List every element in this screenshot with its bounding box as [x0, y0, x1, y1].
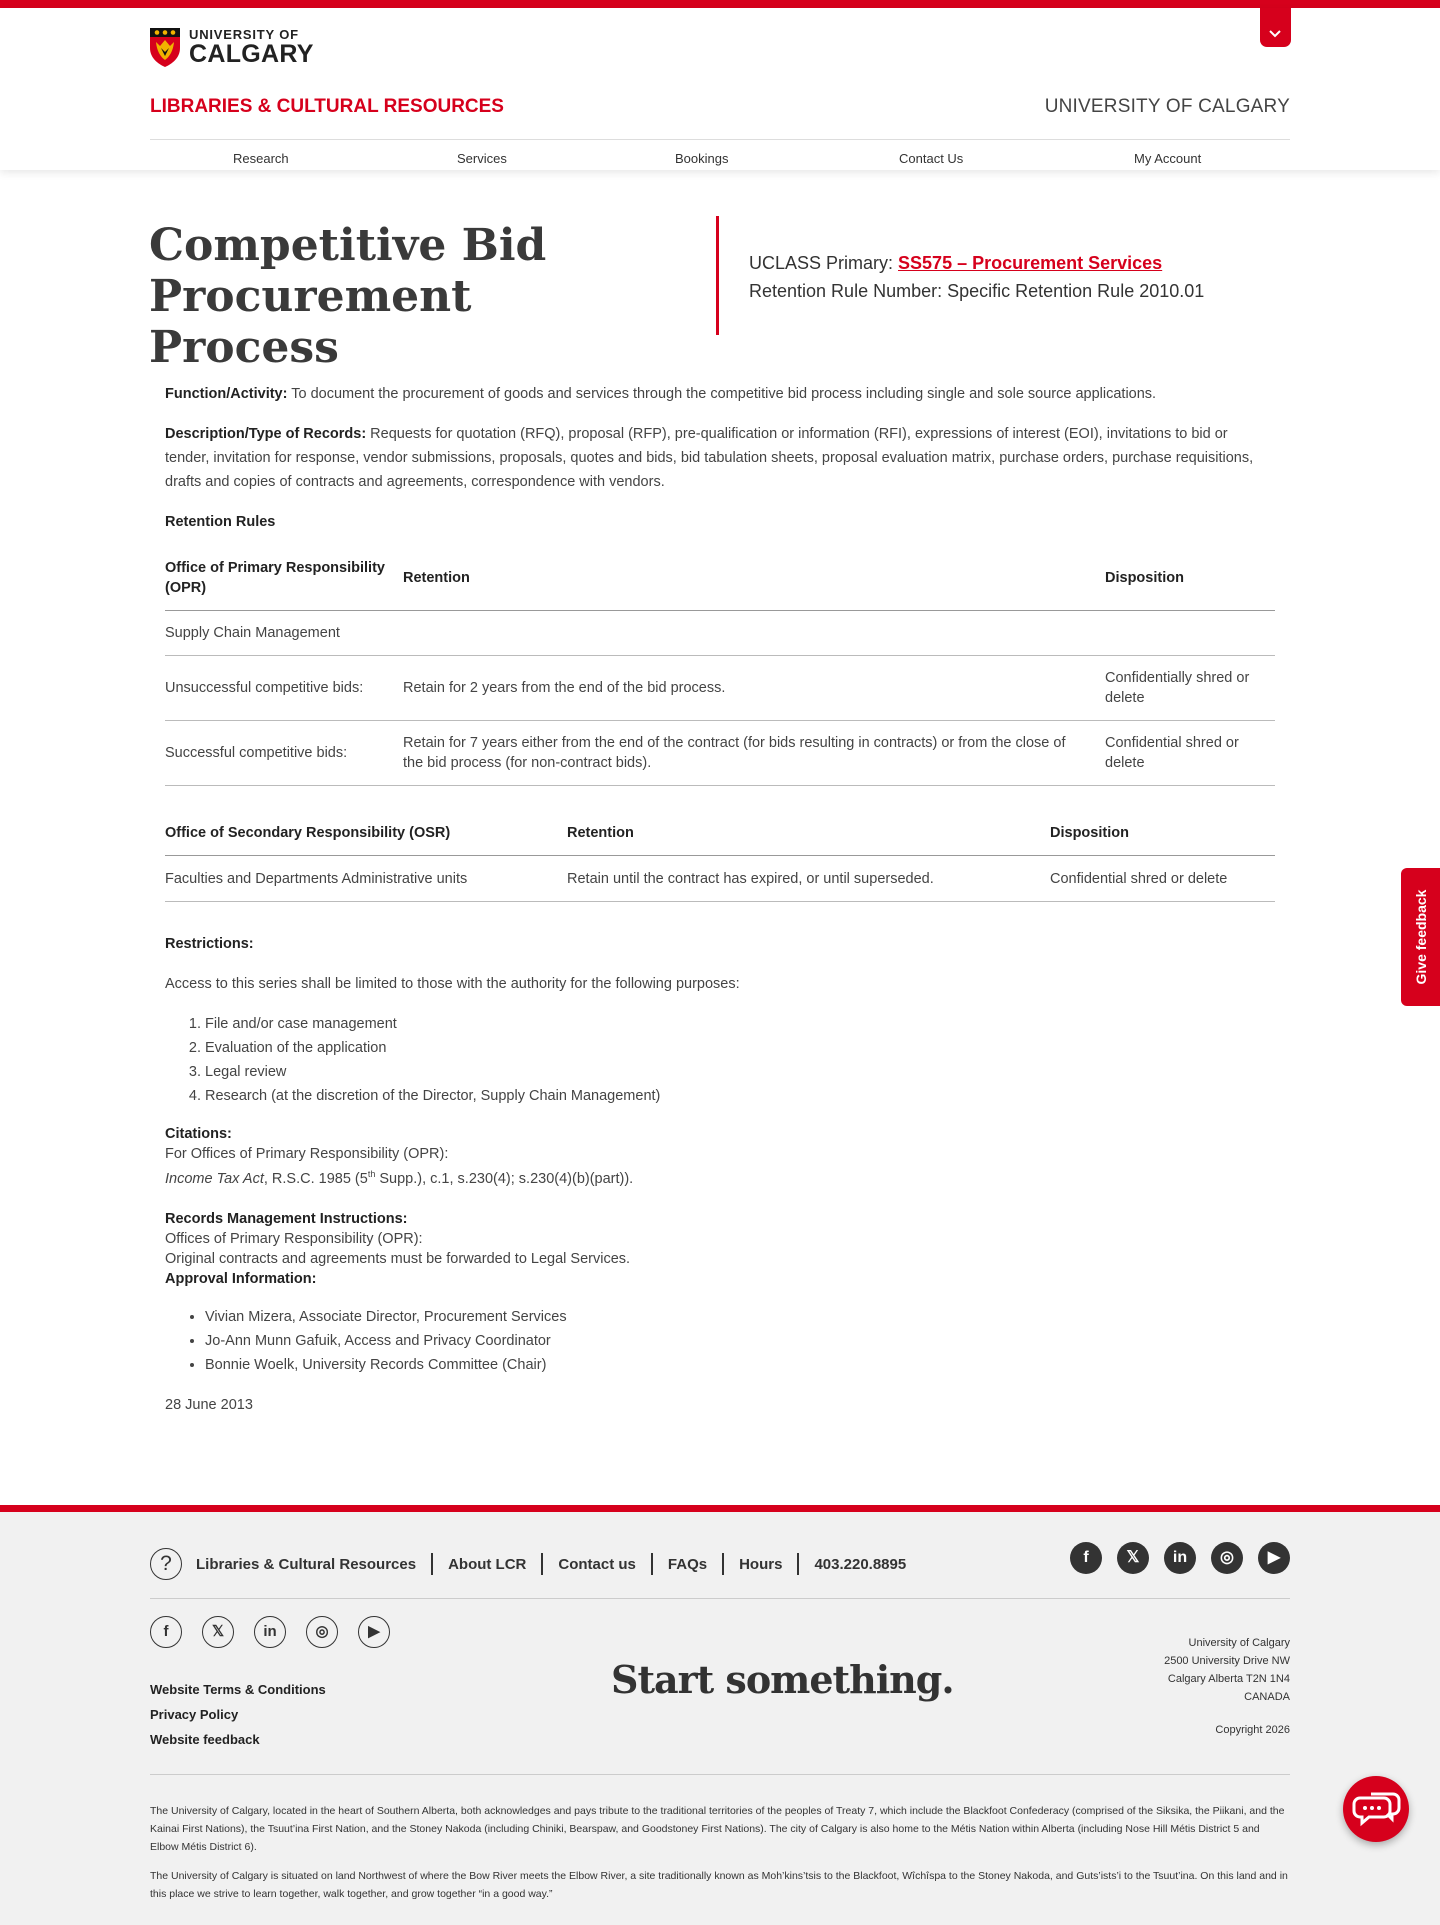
function-paragraph — [165, 382, 1275, 406]
footer-nav-lcr[interactable]: Libraries & Cultural Resources — [196, 1555, 417, 1573]
osr-header-retention: Retention — [567, 811, 1050, 856]
opr-cell-disposition: Confidentially shred or delete — [1105, 655, 1275, 720]
rmi-line: Offices of Primary Responsibility (OPR): — [165, 1230, 423, 1247]
university-logo[interactable] — [148, 26, 314, 68]
opr-cell-office: Unsuccessful competitive bids: — [165, 655, 403, 720]
rmi-line: Original contracts and agreements must be forwarded to Legal Services. — [165, 1250, 631, 1267]
terms-link[interactable]: Website Terms & Conditions — [150, 1682, 326, 1697]
description-paragraph — [165, 422, 1275, 494]
x-icon[interactable]: 𝕏 — [202, 1616, 234, 1648]
separator — [431, 1553, 433, 1575]
osr-cell-retention: Retain until the contract has expired, or until superseded. — [567, 856, 1050, 902]
footer-divider — [150, 1598, 1290, 1599]
opr-header-retention: Retention — [403, 546, 1105, 610]
opr-cell-retention: Retain for 7 years either from the end of the contract (for bids resulting in contracts) or from the close of the bid process (for non-contract bids). — [403, 720, 1105, 785]
footer-nav-hours[interactable]: Hours — [739, 1555, 783, 1573]
address-block: University of Calgary 2500 University Drive NW Calgary Alberta T2N 1N4 CANADA — [1164, 1637, 1290, 1703]
footer-divider — [150, 1774, 1290, 1775]
list-item: • Vivian Mizera, Associate Director, Procurement Services — [205, 1305, 1275, 1329]
footer-nav-contact[interactable]: Contact us — [558, 1555, 636, 1573]
land-acknowledgement-2: The University of Calgary is situated on land Northwest of where the Bow River meets the Elbow River, a site traditionally known as Moh’kins’tsis to the Blackfoot, Wîchîspa to the Stoney Nakoda, and Guts’ists’i to the Tsuut’ina. On this land and in this place we strive to learn together, walk together, and grow together “in a good way.” — [150, 1870, 1288, 1900]
nav-my-account[interactable]: My Account — [1134, 151, 1202, 166]
table-row — [165, 655, 1275, 720]
list-item: • Bonnie Woelk, University Records Committee (Chair) — [205, 1353, 1275, 1377]
opr-cell-disposition: Confidential shred or delete — [1105, 720, 1275, 785]
tagline: Start something. — [611, 1657, 954, 1702]
nav-bookings[interactable]: Bookings — [675, 151, 729, 166]
table-row — [165, 720, 1275, 785]
restrictions-list — [165, 1012, 1275, 1108]
site-title[interactable]: LIBRARIES & CULTURAL RESOURCES — [150, 96, 504, 117]
table-row — [165, 856, 1275, 902]
chat-button[interactable] — [1343, 1776, 1409, 1842]
opr-cell-office: Successful competitive bids: — [165, 720, 403, 785]
nav-services[interactable]: Services — [457, 151, 507, 166]
records-management-block — [165, 1209, 1275, 1289]
opr-table — [165, 546, 1275, 786]
approval-heading: Approval Information: — [165, 1270, 317, 1287]
chat-bubble-icon — [1343, 1776, 1409, 1842]
logo-line-2: CALGARY — [189, 39, 314, 68]
main-content — [165, 382, 1275, 1417]
list-item: 2. Evaluation of the application — [205, 1036, 1275, 1060]
youtube-icon[interactable]: ▶ — [1258, 1542, 1290, 1574]
main-nav — [150, 139, 1290, 177]
approval-list — [165, 1305, 1275, 1377]
separator — [541, 1553, 543, 1575]
list-item: 1. File and/or case management — [205, 1012, 1275, 1036]
citations-reference: Income Tax Act, R.S.C. 1985 (5th Supp.), c.1, s.230(4); s.230(4)(b)(part)). — [165, 1169, 634, 1187]
rmi-heading: Records Management Instructions: — [165, 1210, 408, 1227]
facebook-icon[interactable]: f — [150, 1616, 182, 1648]
footer-nav-phone[interactable]: 403.220.8895 — [814, 1555, 907, 1573]
retention-rule-number: Retention Rule Number: Specific Retention Rule 2010.01 — [749, 281, 1205, 301]
youtube-icon[interactable]: ▶ — [358, 1616, 390, 1648]
footer-nav — [150, 1548, 906, 1580]
instagram-icon[interactable]: ◎ — [306, 1616, 338, 1648]
linkedin-icon[interactable]: in — [1164, 1542, 1196, 1574]
facebook-icon[interactable]: f — [1070, 1542, 1102, 1574]
osr-header-office: Office of Secondary Responsibility (OSR) — [165, 811, 567, 856]
record-meta — [749, 249, 1204, 305]
x-icon[interactable]: 𝕏 — [1117, 1542, 1149, 1574]
description-label: Description/Type of Records: — [165, 426, 367, 442]
footer-nav-about[interactable]: About LCR — [448, 1555, 527, 1573]
instagram-icon[interactable]: ◎ — [1211, 1542, 1243, 1574]
site-footer — [0, 1505, 1440, 1925]
nav-research[interactable]: Research — [233, 151, 289, 166]
opr-cell-retention: Retain for 2 years from the end of the bid process. — [403, 655, 1105, 720]
footer-links — [150, 1677, 326, 1752]
function-label: Function/Activity: — [165, 386, 288, 402]
separator — [651, 1553, 653, 1575]
opr-section-label: Supply Chain Management — [165, 610, 1275, 655]
osr-cell-office: Faculties and Departments Administrative units — [165, 856, 567, 902]
top-accent-bar — [0, 0, 1440, 8]
description-text: Requests for quotation (RFQ), proposal (RFP), pre-qualification or information (RFI), expressions of interest (EOI), invitations to bid or tender, invitation for response, vendor submissions, proposals, quotes and bids, bid tabulation sheets, proposal evaluation matrix, purchase orders, purchase requisitions, drafts and copies of contracts and agreements, correspondence with vendors. — [165, 426, 1254, 490]
privacy-link[interactable]: Privacy Policy — [150, 1707, 239, 1722]
citations-heading: Citations: — [165, 1126, 232, 1142]
crest-icon — [148, 26, 182, 68]
footer-nav-faqs[interactable]: FAQs — [667, 1555, 708, 1573]
chevron-down-icon — [1269, 30, 1281, 38]
opr-header-disposition: Disposition — [1105, 546, 1275, 610]
opr-header-office: Office of Primary Responsibility (OPR) — [165, 546, 403, 610]
list-item: 4. Research (at the discretion of the Director, Supply Chain Management) — [205, 1084, 1275, 1108]
approval-date: 28 June 2013 — [165, 1396, 253, 1413]
separator — [797, 1553, 799, 1575]
land-acknowledgement: The University of Calgary, located in the heart of Southern Alberta, both acknowledges and pays tribute to the traditional territories of the peoples of Treaty 7, which include the Blackfoot Confederacy (comprised of the Siksika, the Piikani, and the Kainai First Nations), the Tsuut’ina First Nation, and the Stoney Nakoda (including Chiniki, Bearspaw, and Goodstoney First Nations). The city of Calgary is also home to the Métis Nation within Alberta (including Nose Hill Métis District 5 and Elbow Métis District 6). — [150, 1805, 1285, 1853]
restrictions-heading: Restrictions: — [165, 936, 254, 952]
function-text: To document the procurement of goods and services through the competitive bid process including single and sole source applications. — [287, 386, 1157, 402]
retention-rules-heading: Retention Rules — [165, 514, 276, 530]
restrictions-intro: Access to this series shall be limited to those with the authority for the following purposes: — [165, 976, 740, 992]
page-title: Competitive Bid Procurement Process — [149, 220, 547, 373]
give-feedback-label: Give feedback — [1412, 889, 1429, 985]
copyright: Copyright 2026 — [1215, 1724, 1290, 1736]
uclass-label: UCLASS Primary: — [749, 253, 899, 273]
citations-line: For Offices of Primary Responsibility (OPR): — [165, 1146, 449, 1162]
help-icon[interactable]: ? — [150, 1548, 182, 1580]
title-divider — [716, 216, 719, 335]
linkedin-icon[interactable]: in — [254, 1616, 286, 1648]
give-feedback-tab[interactable] — [1401, 868, 1440, 1006]
citations-block — [165, 1124, 1275, 1189]
menu-ribbon-toggle[interactable] — [1260, 8, 1291, 47]
site-header — [0, 8, 1440, 170]
list-item: 3. Legal review — [205, 1060, 1275, 1084]
logo-line-1: UNIVERSITY OF — [189, 26, 299, 42]
osr-header-disposition: Disposition — [1050, 811, 1275, 856]
osr-cell-disposition: Confidential shred or delete — [1050, 856, 1275, 902]
website-feedback-link[interactable]: Website feedback — [150, 1732, 260, 1747]
university-title[interactable]: UNIVERSITY OF CALGARY — [1044, 96, 1290, 117]
separator — [722, 1553, 724, 1575]
uclass-link[interactable]: SS575 – Procurement Services — [898, 253, 1163, 273]
osr-table — [165, 811, 1275, 903]
nav-contact-us[interactable]: Contact Us — [899, 151, 964, 166]
list-item: • Jo-Ann Munn Gafuik, Access and Privacy Coordinator — [205, 1329, 1275, 1353]
